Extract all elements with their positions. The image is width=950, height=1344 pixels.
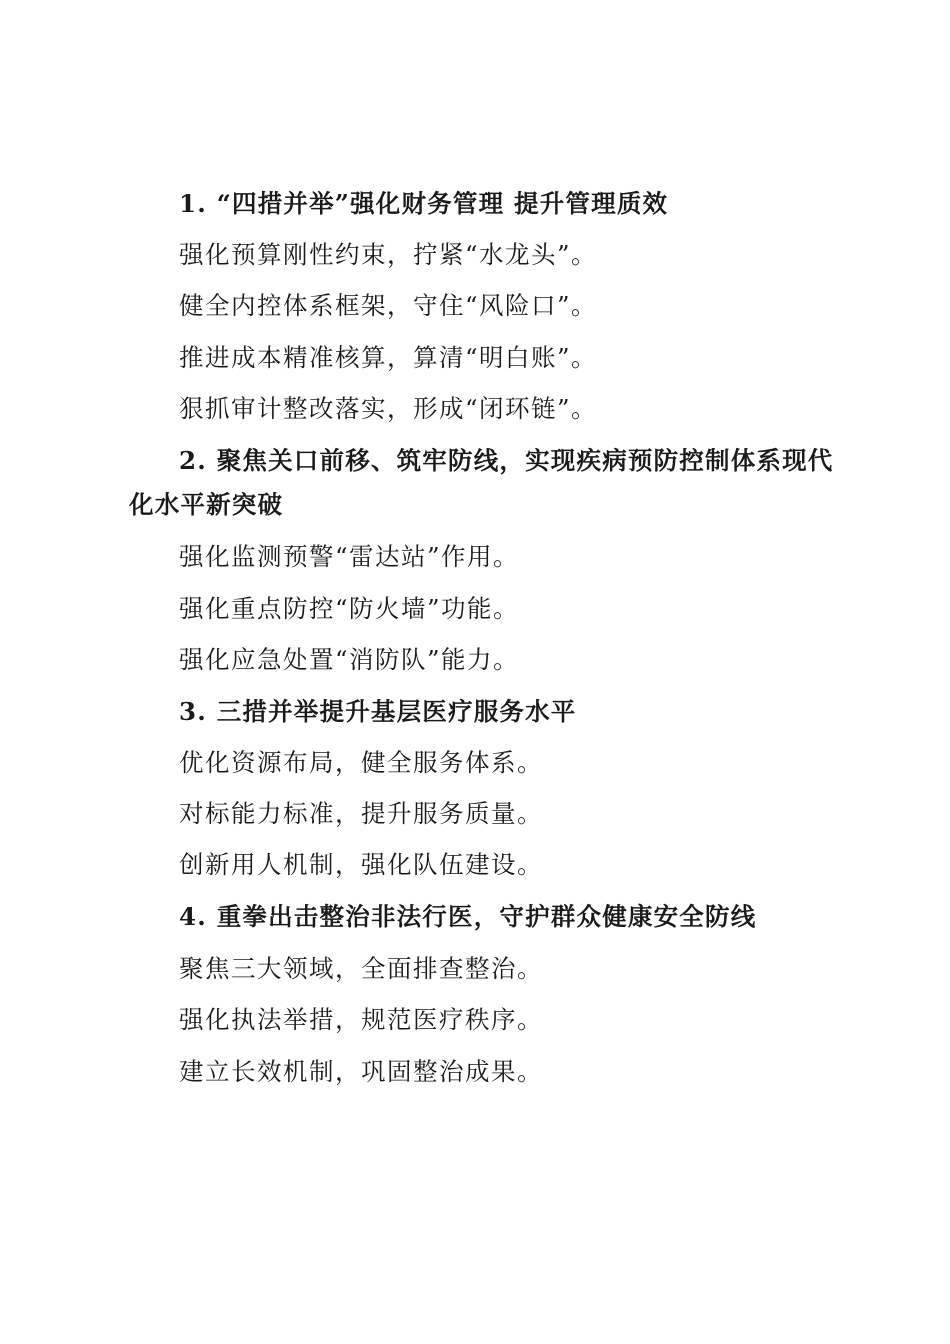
section-1-item-4: 狠抓审计整改落实，形成“闭环链”。 bbox=[179, 394, 598, 423]
section-1-item-3: 推进成本精准核算，算清“明白账”。 bbox=[179, 343, 598, 372]
section-3-heading: 3. 三措并举提升基层医疗服务水平 bbox=[179, 697, 577, 726]
section-1-heading: 1. “四措并举”强化财务管理 提升管理质效 bbox=[179, 189, 669, 218]
section-2-item-1: 强化监测预警“雷达站”作用。 bbox=[179, 542, 520, 571]
section-4-heading: 4. 重拳出击整治非法行医，守护群众健康安全防线 bbox=[179, 902, 757, 931]
section-2-item-3: 强化应急处置“消防队”能力。 bbox=[179, 645, 520, 674]
section-3-item-2: 对标能力标准，提升服务质量。 bbox=[179, 799, 543, 828]
section-2-heading: 2. 聚焦关口前移、筑牢防线，实现疾病预防控制体系现代化水平新突破 bbox=[129, 446, 834, 519]
section-1-item-1: 强化预算刚性约束，拧紧“水龙头”。 bbox=[179, 240, 598, 269]
section-3-item-1: 优化资源布局，健全服务体系。 bbox=[179, 748, 543, 777]
section-4-item-3: 建立长效机制，巩固整治成果。 bbox=[179, 1057, 543, 1086]
section-4-item-2: 强化执法举措，规范医疗秩序。 bbox=[179, 1005, 543, 1034]
section-3-item-3: 创新用人机制，强化队伍建设。 bbox=[179, 850, 543, 879]
section-2-item-2: 强化重点防控“防火墙”功能。 bbox=[179, 594, 520, 623]
section-1-item-2: 健全内控体系框架，守住“风险口”。 bbox=[179, 291, 598, 320]
section-4-item-1: 聚焦三大领域，全面排查整治。 bbox=[179, 954, 543, 983]
